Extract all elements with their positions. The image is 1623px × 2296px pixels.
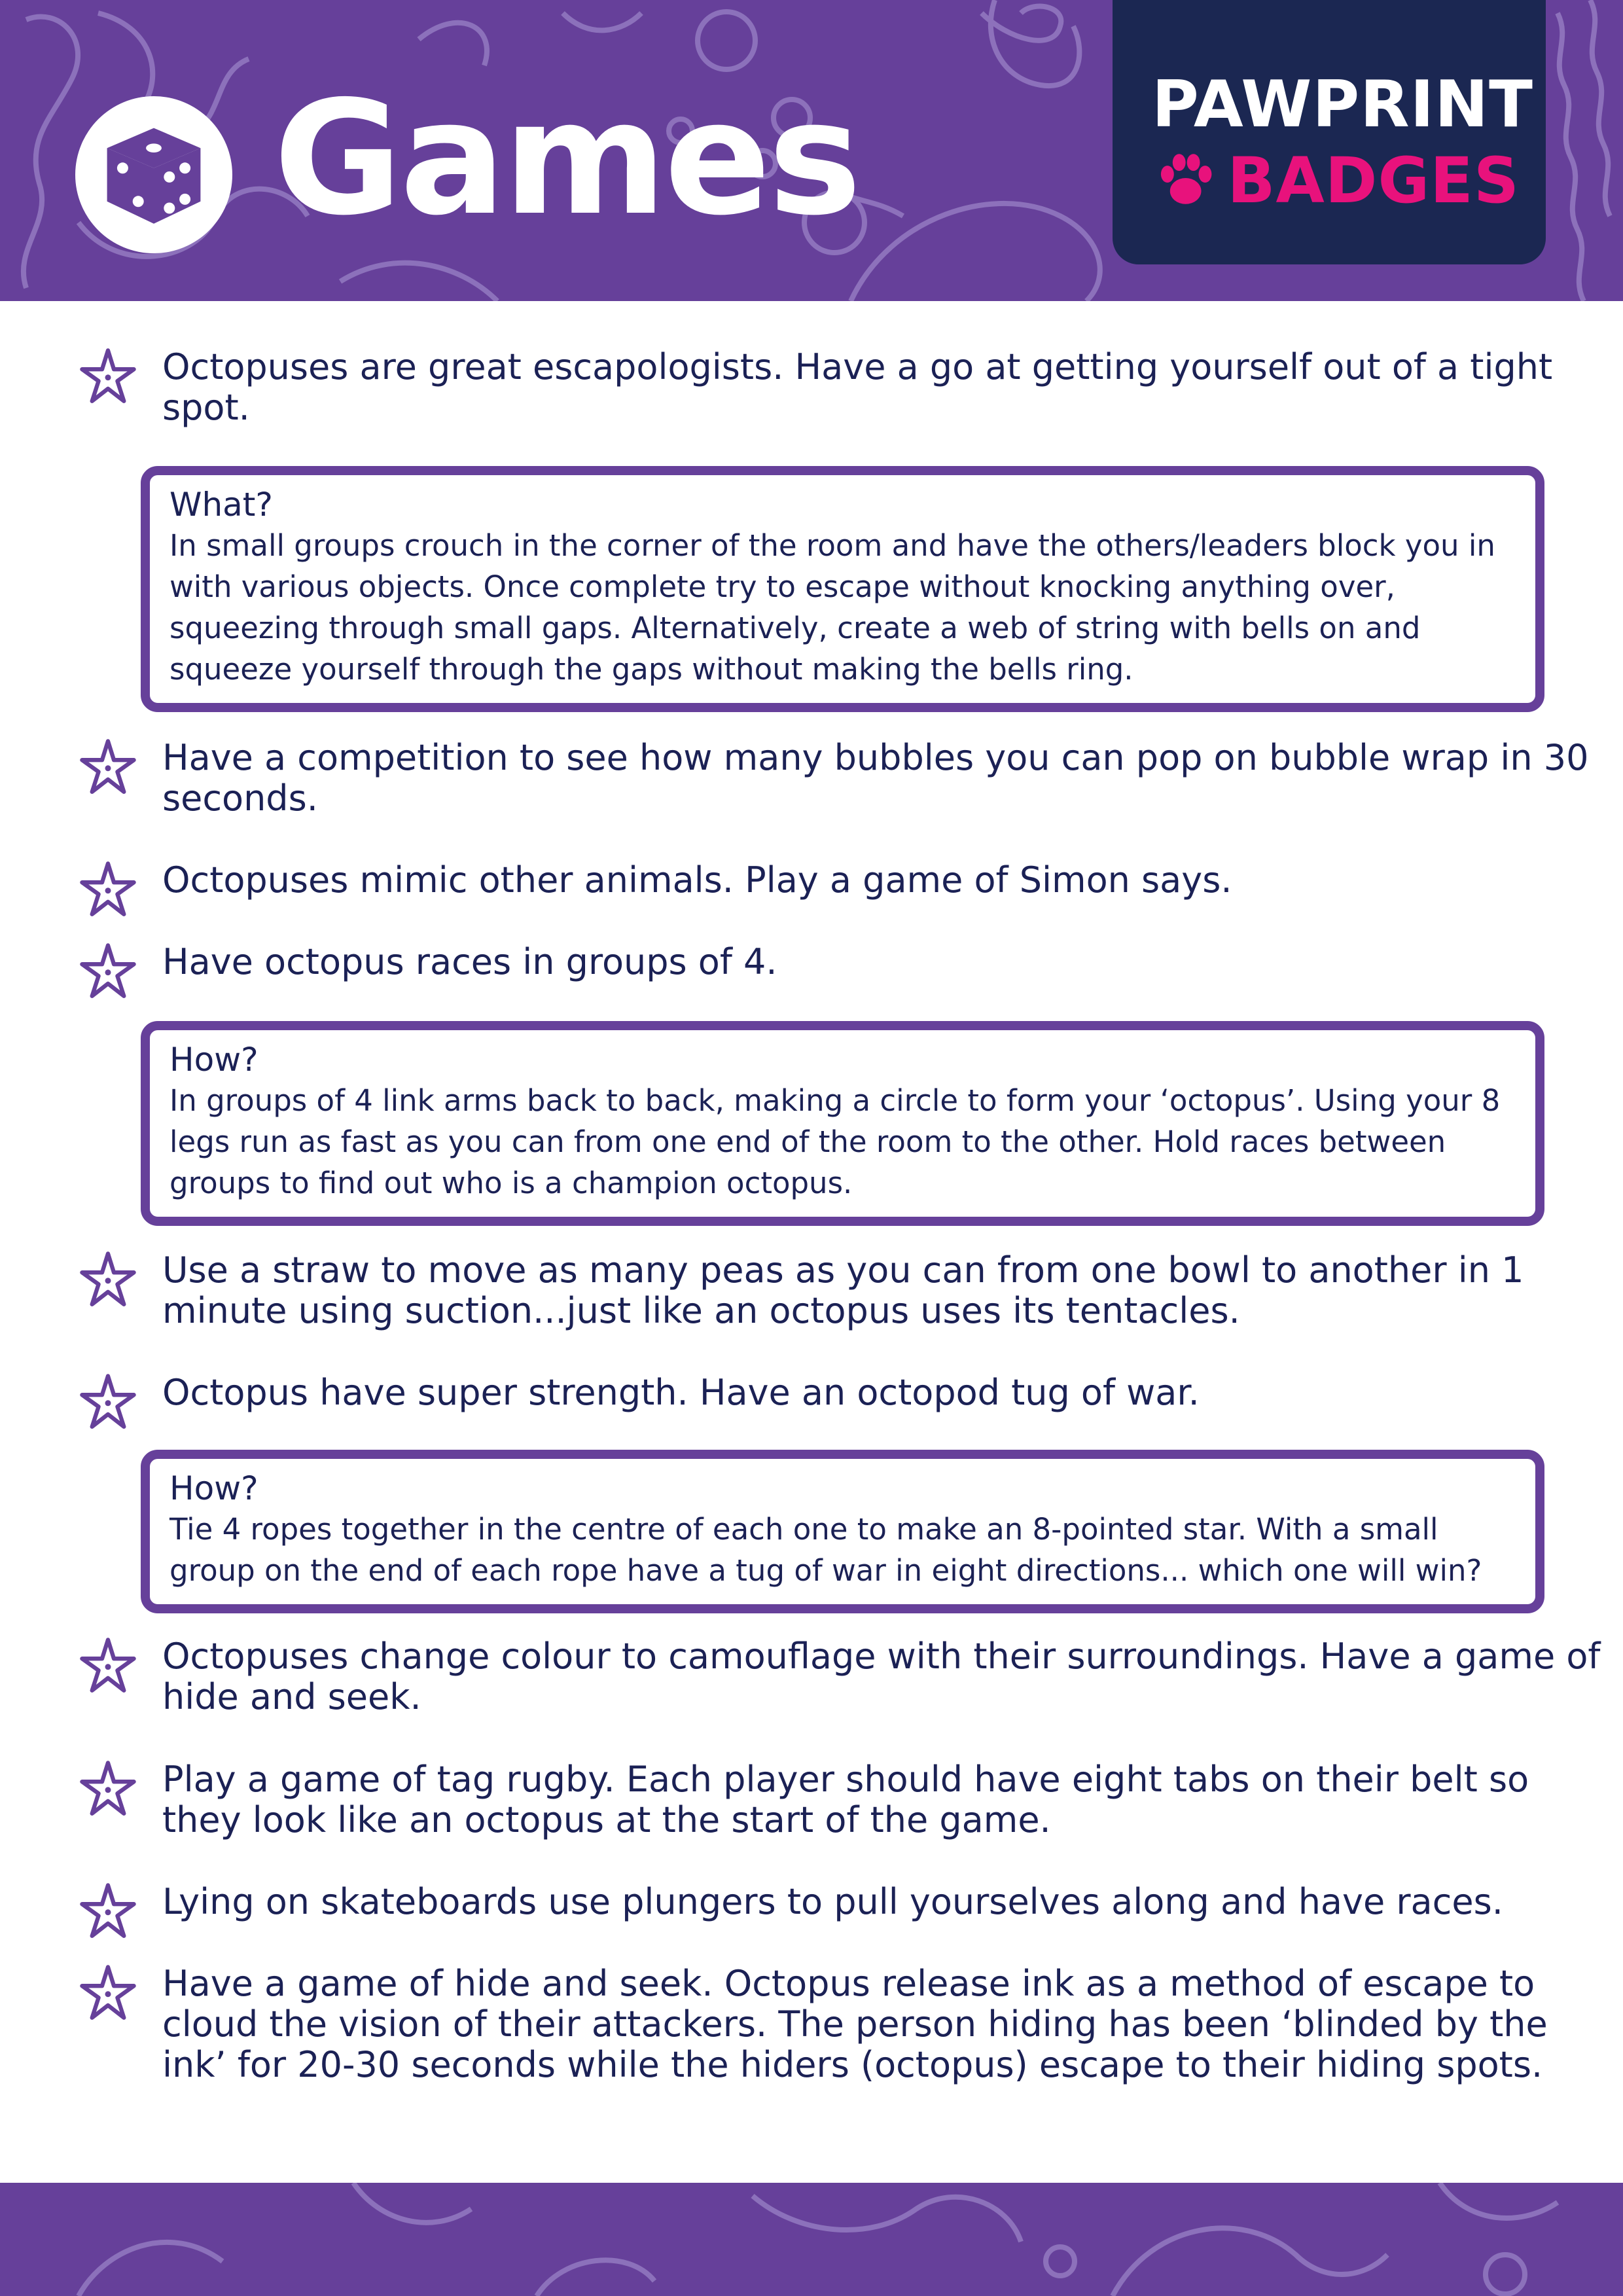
list-item-text: Have a competition to see how many bubbles you can pop on bubble wrap in 30 seconds.: [162, 737, 1589, 819]
box-text: Tie 4 ropes together in the centre of each one to make an 8-pointed star. With a small group on the end of each rope have a tug of war in eight directions... which one will win?: [169, 1512, 1482, 1588]
list-item-text: Use a straw to move as many peas as you can from one bowl to another in 1 minute using suction...just like an octopus uses its tentacles.: [162, 1249, 1524, 1331]
logo-text-badges: BADGES: [1227, 143, 1520, 217]
pawprint-badges-logo: [1113, 0, 1546, 264]
starfish-bullet-icon: [79, 1759, 137, 1818]
starfish-bullet-icon: [79, 860, 137, 919]
starfish-bullet-icon: [79, 738, 137, 797]
list-item-text: Play a game of tag rugby. Each player should have eight tabs on their belt so they look like an octopus at the start of the game.: [162, 1759, 1529, 1840]
box-heading: What?: [169, 486, 273, 524]
starfish-bullet-icon: [79, 942, 137, 1001]
list-item-text: Have octopus races in groups of 4.: [162, 941, 777, 982]
how-info-box: [141, 1021, 1544, 1226]
list-item-text: Octopus have super strength. Have an octopod tug of war.: [162, 1372, 1200, 1413]
starfish-bullet-icon: [79, 1636, 137, 1695]
list-item-text: Have a game of hide and seek. Octopus release ink as a method of escape to cloud the vision of their attackers. The person hiding has been ‘blinded by the ink’ for 20-30 seconds while the hiders (octopus) escape to their hiding spots.: [162, 1963, 1548, 2085]
starfish-bullet-icon: [79, 1882, 137, 1941]
box-heading: How?: [169, 1041, 259, 1079]
list-item-text: Octopuses mimic other animals. Play a game of Simon says.: [162, 859, 1232, 901]
how-info-box: [141, 1450, 1544, 1613]
what-info-box: [141, 466, 1544, 712]
sea-creature-pattern-icon: [0, 2183, 1623, 2296]
paw-icon: [1153, 148, 1218, 213]
list-item-text: Octopuses are great escapologists. Have a go at getting yourself out of a tight spot.: [162, 346, 1553, 428]
dice-badge: [75, 96, 232, 253]
starfish-bullet-icon: [79, 1964, 137, 2022]
box-heading: How?: [169, 1469, 259, 1507]
starfish-bullet-icon: [79, 347, 137, 406]
starfish-bullet-icon: [79, 1250, 137, 1309]
footer-banner: [0, 2183, 1623, 2296]
logo-text-pawprint: PAWPRINT: [1152, 67, 1533, 142]
box-text: In small groups crouch in the corner of the room and have the others/leaders block you in with various objects. Once complete try to escape without knocking anything over, squeezing through small gaps. Alternatively, create a web of string with bells on and squeeze yourself through the gaps without making the bells ring.: [169, 528, 1495, 687]
box-text: In groups of 4 link arms back to back, making a circle to form your ‘octopus’. Using your 8 legs run as fast as you can from one end of the room to the other. Hold races between groups to find out who is a champion octopus.: [169, 1083, 1501, 1200]
logo-bottom-row: [1153, 143, 1520, 218]
starfish-bullet-icon: [79, 1372, 137, 1431]
list-item-text: Octopuses change colour to camouflage with their surroundings. Have a game of hide and seek.: [162, 1636, 1601, 1717]
list-item-text: Lying on skateboards use plungers to pull yourselves along and have races.: [162, 1881, 1503, 1922]
dice-icon: [98, 119, 209, 230]
page-title: Games: [274, 67, 859, 250]
header-banner: [0, 0, 1623, 301]
